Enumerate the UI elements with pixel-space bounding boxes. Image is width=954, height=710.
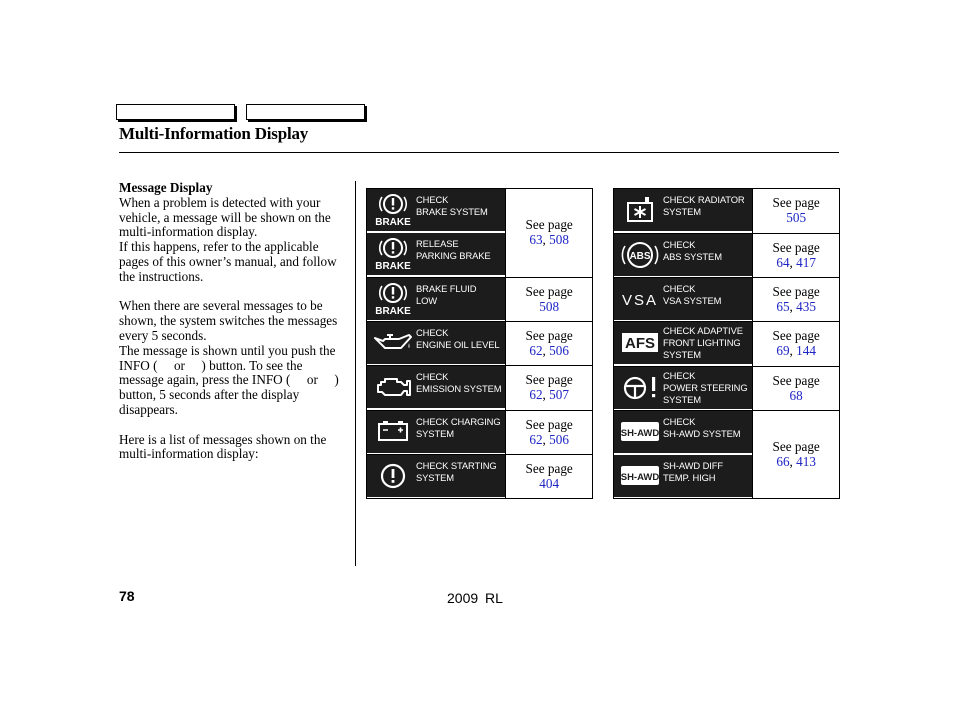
message-panel <box>614 234 752 276</box>
message-panel <box>614 367 752 409</box>
message-panel <box>367 322 505 364</box>
message-text: BRAKE FLUID LOW <box>416 283 477 307</box>
power-steering-icon <box>620 371 660 405</box>
page-link[interactable]: 417 <box>796 254 816 270</box>
svg-text:SH-AWD: SH-AWD <box>620 428 660 439</box>
page-reference: See page 65, 435 <box>753 278 840 322</box>
svg-text:ABS: ABS <box>629 251 651 262</box>
message-panel <box>367 411 505 453</box>
page-link[interactable]: 62 <box>529 431 543 447</box>
nav-previous-button[interactable] <box>116 104 235 120</box>
brake-warning-icon <box>373 193 413 227</box>
page-link[interactable]: 66 <box>776 453 790 469</box>
brake-warning-icon <box>373 237 413 271</box>
page-link[interactable]: 65 <box>776 298 790 314</box>
message-cell <box>614 367 753 411</box>
message-text: CHECK ADAPTIVE FRONT LIGHTING SYSTEM <box>663 325 743 360</box>
footer-model: 2009 RL <box>447 590 503 606</box>
message-cell <box>367 366 506 411</box>
afs-icon <box>620 326 660 360</box>
page-link[interactable]: 62 <box>529 387 543 402</box>
message-panel <box>367 278 505 320</box>
exclamation-circle-icon <box>373 459 413 493</box>
page-link[interactable]: 435 <box>796 298 816 314</box>
message-panel <box>614 411 752 453</box>
page-reference: See page 508 <box>506 278 593 322</box>
message-text: CHECK STARTING SYSTEM <box>416 460 497 484</box>
message-panel <box>367 455 505 497</box>
page-link[interactable]: 64 <box>776 254 790 270</box>
message-panel <box>367 189 505 231</box>
message-text: RELEASE PARKING BRAKE <box>416 238 491 262</box>
page-reference: See page 66, 413 <box>753 411 840 499</box>
svg-text:BRAKE: BRAKE <box>375 261 411 271</box>
message-text: CHECK EMISSION SYSTEM <box>416 371 502 395</box>
message-table-left <box>366 188 593 499</box>
page-link[interactable]: 508 <box>549 232 569 247</box>
page-reference: See page 63, 508 <box>506 189 593 278</box>
page-link[interactable]: 63 <box>529 232 543 247</box>
page-reference: See page 69, 144 <box>753 322 840 367</box>
oil-can-icon <box>373 326 413 360</box>
sh-awd-icon <box>620 459 660 493</box>
message-panel <box>367 366 505 408</box>
page-reference: See page 505 <box>753 189 840 234</box>
message-cell <box>367 189 506 278</box>
message-text: CHECK BRAKE SYSTEM <box>416 194 488 218</box>
page-number: 78 <box>119 588 135 604</box>
message-cell <box>614 278 753 322</box>
page-link[interactable]: 506 <box>549 431 569 447</box>
message-table-right <box>613 188 840 499</box>
svg-text:VSA: VSA <box>621 292 659 309</box>
title-divider <box>119 152 839 153</box>
page-link[interactable]: 508 <box>539 298 560 314</box>
page-title: Multi-Information Display <box>119 124 309 143</box>
engine-icon <box>373 370 413 404</box>
message-text: CHECK VSA SYSTEM <box>663 283 722 307</box>
page-link[interactable]: 68 <box>789 387 803 403</box>
page-link[interactable]: 413 <box>796 453 816 469</box>
message-text: CHECK CHARGING SYSTEM <box>416 416 501 440</box>
svg-text:BRAKE: BRAKE <box>375 306 411 316</box>
message-cell <box>614 234 753 278</box>
message-text: CHECK ABS SYSTEM <box>663 239 722 263</box>
message-text: CHECK POWER STEERING SYSTEM <box>663 370 748 405</box>
message-text: CHECK ENGINE OIL LEVEL <box>416 327 500 351</box>
message-cell <box>367 278 506 322</box>
battery-icon <box>373 415 413 449</box>
page-reference: See page 62, 506 <box>506 322 593 366</box>
paragraph: If this happens, refer to the applicable pages of this owner’s manual, and follow the instructions. <box>119 239 337 284</box>
message-cell <box>367 455 506 499</box>
page-link[interactable]: 404 <box>539 475 560 491</box>
page-link[interactable]: 506 <box>549 342 569 358</box>
page-link[interactable]: 69 <box>776 343 790 358</box>
message-cell <box>614 411 753 499</box>
message-panel <box>614 278 752 320</box>
body-text <box>119 181 345 462</box>
page-reference: See page 404 <box>506 455 593 499</box>
abs-icon <box>620 238 660 272</box>
brake-warning-icon <box>373 282 413 316</box>
page-reference: See page 62, 507 <box>506 366 593 411</box>
message-panel <box>614 189 752 231</box>
message-cell <box>367 322 506 366</box>
page-link[interactable]: 62 <box>529 342 543 358</box>
section-heading: Message Display <box>119 180 213 195</box>
message-panel <box>614 322 752 364</box>
page-reference: See page 68 <box>753 367 840 411</box>
page-link[interactable]: 144 <box>796 343 816 358</box>
message-text: CHECK SH-AWD SYSTEM <box>663 416 741 440</box>
message-cell <box>614 189 753 234</box>
column-divider <box>355 181 356 566</box>
paragraph: Here is a list of messages shown on the multi-information display: <box>119 431 327 462</box>
message-text: SH-AWD DIFF TEMP. HIGH <box>663 460 724 484</box>
paragraph: When a problem is detected with your vehicle, a message will be shown on the multi-information display. <box>119 194 331 240</box>
radiator-icon <box>620 193 660 227</box>
sh-awd-icon <box>620 415 660 449</box>
paragraph: The message is shown until you push the INFO ( or ) button. To see the message again, press the INFO ( or ) button, 5 seconds after the display disappears. <box>119 342 339 417</box>
paragraph: When there are several messages to be shown, the system switches the messages every 5 seconds. <box>119 298 338 343</box>
vsa-icon <box>620 282 660 316</box>
message-text: CHECK RADIATOR SYSTEM <box>663 194 745 218</box>
message-cell <box>367 411 506 455</box>
message-panel <box>367 233 505 275</box>
svg-text:BRAKE: BRAKE <box>375 217 411 227</box>
page-link[interactable]: 507 <box>549 387 569 402</box>
message-cell <box>614 322 753 367</box>
message-panel <box>614 455 752 497</box>
page-link[interactable]: 505 <box>786 210 807 225</box>
page-reference: See page 64, 417 <box>753 234 840 278</box>
svg-text:SH-AWD: SH-AWD <box>620 472 660 483</box>
nav-next-button[interactable] <box>246 104 365 120</box>
page-reference: See page 62, 506 <box>506 411 593 455</box>
svg-text:AFS: AFS <box>625 335 655 352</box>
